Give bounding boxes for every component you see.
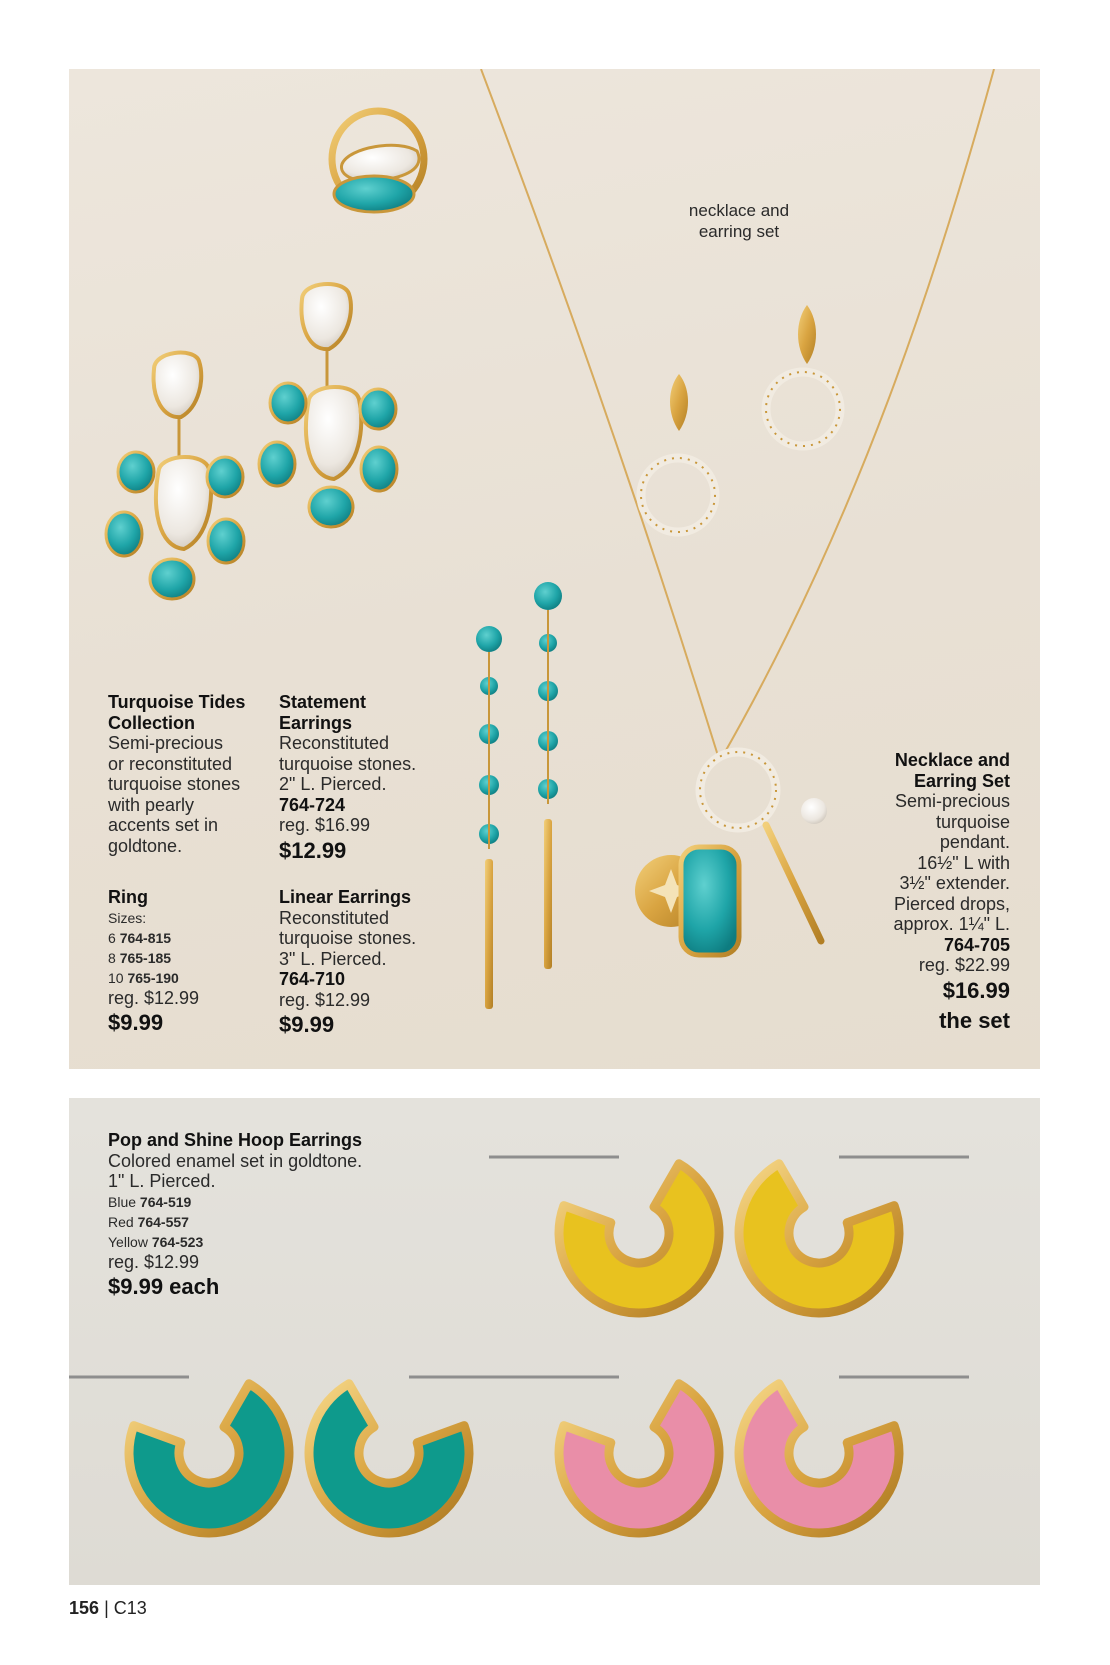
necklace-set-reg-price: reg. $22.99 — [918, 955, 1010, 975]
ring-reg-price: reg. $12.99 — [108, 987, 200, 1008]
enamel-hoop — [129, 1384, 289, 1533]
hoop-sale-price: $9.99 each — [108, 1274, 220, 1299]
statement-desc: 2" L. Pierced. — [279, 774, 387, 794]
necklace-set-desc: pendant. — [939, 832, 1010, 852]
collection-title: Collection — [108, 712, 196, 733]
hoop-title: Pop and Shine Hoop Earrings — [108, 1130, 363, 1150]
ring-size-row: 6 764-815 — [108, 929, 172, 946]
ring-title: Ring — [108, 887, 148, 907]
hoop-desc: 1" L. Pierced. — [108, 1171, 216, 1191]
linear-sku: 764-710 — [279, 969, 346, 989]
necklace-set-desc: 16½" L with — [917, 852, 1010, 873]
statement-earrings-block — [279, 692, 459, 866]
turquoise-tides-block — [108, 692, 278, 856]
linear-earrings-image — [476, 582, 562, 1009]
linear-desc: 3" L. Pierced. — [279, 948, 387, 969]
necklace-set-desc: approx. 1¼" L. — [893, 914, 1010, 934]
hoop-desc: Colored enamel set in goldtone. — [108, 1150, 363, 1171]
necklace-set-desc: turquoise — [935, 811, 1010, 832]
enamel-hoop — [739, 1384, 899, 1533]
linear-reg-price: reg. $12.99 — [279, 989, 371, 1010]
hoop-earrings-panel — [69, 1098, 1040, 1585]
hoop-variant-row: Yellow 764-523 — [108, 1233, 204, 1250]
statement-desc: turquoise stones. — [279, 753, 417, 774]
collection-desc: turquoise stones — [108, 774, 241, 794]
ring-size-row: 10 765-190 — [108, 969, 179, 986]
callout-line: necklace and — [688, 201, 790, 220]
catalog-code: C13 — [113, 1598, 147, 1618]
hoop-variant-row: Blue 764-519 — [108, 1193, 192, 1210]
statement-title: Statement — [279, 692, 367, 712]
collection-desc: Semi-precious — [108, 733, 224, 753]
necklace-set-title: Earring Set — [913, 770, 1010, 791]
page-footer — [69, 1598, 147, 1619]
statement-sale-price: $12.99 — [279, 837, 347, 863]
collection-desc: or reconstituted — [108, 753, 233, 774]
callout-label — [629, 200, 849, 242]
statement-earring-left — [106, 353, 244, 599]
necklace-set-block — [810, 750, 1010, 1036]
enamel-hoop — [559, 1384, 719, 1533]
footer-separator: | — [104, 1598, 109, 1618]
necklace-set-title: Necklace and — [894, 750, 1010, 770]
pendant-image — [635, 752, 827, 955]
linear-title: Linear Earrings — [279, 887, 412, 907]
statement-earring-right — [259, 284, 397, 527]
enamel-hoop — [309, 1384, 469, 1533]
hoop-reg-price: reg. $12.99 — [108, 1251, 200, 1272]
collection-desc: with pearly — [108, 794, 195, 815]
necklace-set-desc: Pierced drops, — [893, 893, 1010, 914]
ring-size-row: 8 765-185 — [108, 949, 172, 966]
necklace-set-desc: Semi-precious — [894, 791, 1010, 811]
collection-desc: accents set in — [108, 815, 219, 835]
statement-sku: 764-724 — [279, 794, 346, 815]
collection-desc: goldtone. — [108, 835, 183, 856]
enamel-hoop — [739, 1164, 899, 1313]
linear-desc: turquoise stones. — [279, 928, 417, 948]
statement-reg-price: reg. $16.99 — [279, 815, 371, 835]
callout-line: earring set — [698, 222, 780, 241]
necklace-set-sale-price: $16.99 — [942, 977, 1010, 1003]
statement-desc: Reconstituted — [279, 733, 390, 753]
statement-title: Earrings — [279, 712, 353, 733]
linear-earrings-block — [279, 887, 459, 1040]
necklace-set-sku: 764-705 — [943, 934, 1010, 955]
enamel-hoop — [559, 1164, 719, 1313]
page-number: 156 — [69, 1598, 100, 1618]
ring-image — [332, 111, 424, 212]
ring-sale-price: $9.99 — [108, 1010, 164, 1035]
linear-sale-price: $9.99 — [279, 1012, 335, 1037]
hoop-variant-row: Red 764-557 — [108, 1213, 189, 1230]
ring-block — [108, 887, 278, 1038]
ring-sizes-label: Sizes: — [108, 909, 147, 926]
collection-title: Turquoise Tides — [108, 692, 246, 712]
necklace-set-price-suffix: the set — [939, 1007, 1010, 1033]
drop-earrings-image — [641, 305, 840, 532]
linear-desc: Reconstituted — [279, 907, 390, 928]
turquoise-collection-panel — [69, 69, 1040, 1069]
hoop-earrings-block — [108, 1130, 528, 1302]
necklace-set-desc: 3½" extender. — [899, 873, 1010, 893]
